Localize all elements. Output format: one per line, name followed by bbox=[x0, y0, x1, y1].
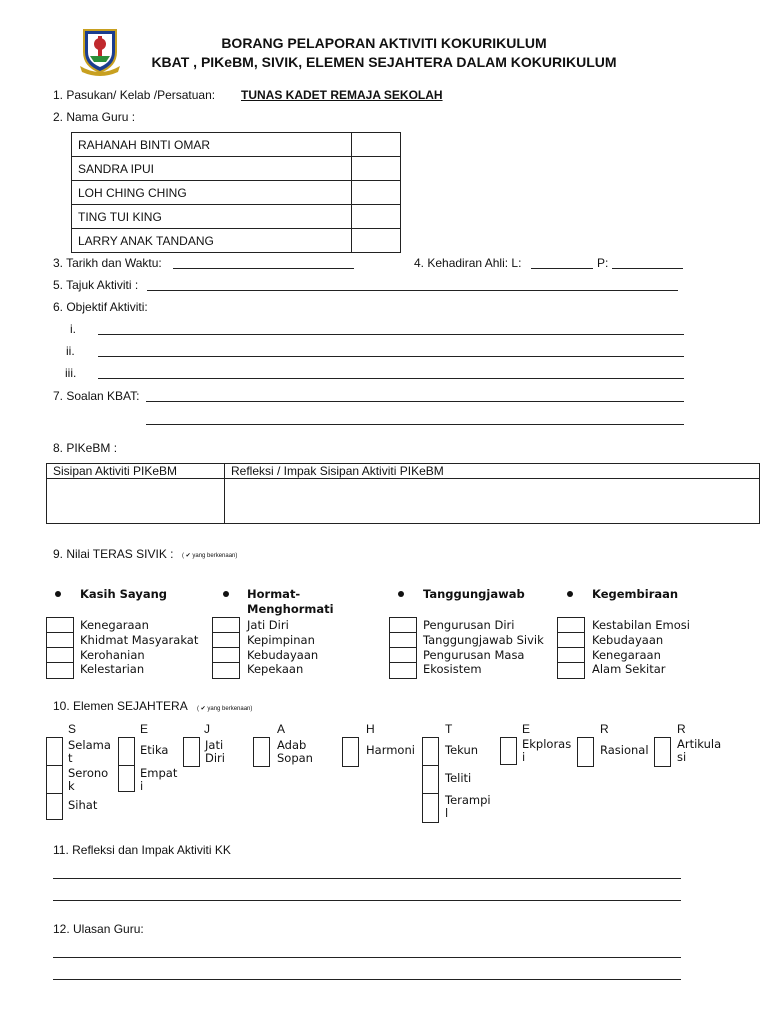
form-title-line2: KBAT , PIKeBM, SIVIK, ELEMEN SEJAHTERA DALAM KOKURIKULUM bbox=[151, 54, 617, 70]
sejahtera-letter: H bbox=[366, 722, 375, 736]
sejahtera-checkbox[interactable] bbox=[422, 765, 439, 795]
kbat-question-field[interactable] bbox=[146, 424, 684, 425]
q6-label: 6. Objektif Aktiviti: bbox=[53, 300, 148, 314]
sejahtera-checkbox[interactable] bbox=[500, 737, 517, 765]
teacher-name: LARRY ANAK TANDANG bbox=[72, 229, 352, 253]
bullet-icon bbox=[223, 591, 229, 597]
kbat-question-field[interactable] bbox=[146, 401, 684, 402]
sejahtera-checkbox[interactable] bbox=[422, 793, 439, 823]
sejahtera-item: Serono bbox=[68, 766, 109, 780]
sivik-checkbox[interactable] bbox=[46, 662, 74, 679]
date-time-field[interactable] bbox=[173, 268, 354, 269]
sejahtera-checkbox[interactable] bbox=[422, 737, 439, 767]
sejahtera-letter: E bbox=[522, 722, 531, 736]
pikebm-header-row bbox=[47, 464, 760, 479]
sivik-checkbox[interactable] bbox=[389, 662, 417, 679]
sivik-item: Ekosistem bbox=[423, 662, 482, 676]
teacher-sign-cell[interactable] bbox=[352, 229, 401, 253]
sivik-checkbox[interactable] bbox=[557, 662, 585, 679]
sejahtera-checkbox[interactable] bbox=[342, 737, 359, 767]
sivik-group-title: Tanggungjawab bbox=[423, 587, 525, 601]
sejahtera-item: Terampi bbox=[445, 793, 491, 807]
q10-note: ( ✔ yang berkenaan) bbox=[197, 706, 253, 712]
sejahtera-letter: R bbox=[677, 722, 686, 736]
pikebm-table bbox=[46, 463, 760, 524]
teacher-name: LOH CHING CHING bbox=[72, 181, 352, 205]
sejahtera-item: i bbox=[522, 750, 526, 764]
q7-label: 7. Soalan KBAT: bbox=[53, 389, 140, 403]
q3-label: 3. Tarikh dan Waktu: bbox=[53, 256, 162, 270]
q4-label: 4. Kehadiran Ahli: L: bbox=[414, 256, 522, 270]
sejahtera-item: t bbox=[68, 751, 73, 765]
teacher-sign-cell[interactable] bbox=[352, 157, 401, 181]
sejahtera-item: Empat bbox=[140, 766, 178, 780]
sivik-item: Alam Sekitar bbox=[592, 662, 666, 676]
sejahtera-item: Jati bbox=[205, 738, 224, 752]
teacher-row bbox=[72, 133, 401, 157]
sivik-item: Kenegaraan bbox=[592, 648, 661, 662]
sejahtera-item: Diri bbox=[205, 751, 225, 765]
teacher-row bbox=[72, 229, 401, 253]
q9-note: ( ✔ yang berkenaan) bbox=[182, 553, 238, 559]
sivik-item: Kelestarian bbox=[80, 662, 145, 676]
activity-title-field[interactable] bbox=[147, 290, 678, 291]
objective-num: ii. bbox=[66, 344, 75, 358]
q1-label: 1. Pasukan/ Kelab /Persatuan: bbox=[53, 88, 216, 102]
sejahtera-item: Tekun bbox=[445, 743, 479, 757]
attendance-l-field[interactable] bbox=[531, 268, 593, 269]
sejahtera-checkbox[interactable] bbox=[654, 737, 671, 767]
bullet-icon bbox=[567, 591, 573, 597]
bullet-icon bbox=[398, 591, 404, 597]
teacher-sign-cell[interactable] bbox=[352, 133, 401, 157]
pikebm-col2-header: Refleksi / Impak Sisipan Aktiviti PIKeBM bbox=[225, 464, 760, 479]
sejahtera-item: Harmoni bbox=[366, 743, 415, 757]
q9-label: 9. Nilai TERAS SIVIK : bbox=[53, 547, 174, 561]
sejahtera-item: k bbox=[68, 779, 75, 793]
sejahtera-checkbox[interactable] bbox=[183, 737, 200, 767]
teacher-name: SANDRA IPUI bbox=[72, 157, 352, 181]
sivik-item: Pengurusan Masa bbox=[423, 648, 525, 662]
sivik-group-title: Kasih Sayang bbox=[80, 587, 168, 601]
teacher-sign-cell[interactable] bbox=[352, 205, 401, 229]
sejahtera-item: Adab bbox=[277, 738, 307, 752]
sejahtera-checkbox[interactable] bbox=[253, 737, 270, 767]
sivik-group-title: Kegembiraan bbox=[592, 587, 679, 601]
sivik-item: Kestabilan Emosi bbox=[592, 618, 690, 632]
q12-label: 12. Ulasan Guru: bbox=[53, 922, 144, 936]
objective-field[interactable] bbox=[98, 356, 684, 357]
sejahtera-item: Teliti bbox=[445, 771, 472, 785]
bullet-icon bbox=[55, 591, 61, 597]
objective-field[interactable] bbox=[98, 378, 684, 379]
q8-label: 8. PIKeBM : bbox=[53, 441, 118, 455]
pikebm-insertion-cell[interactable] bbox=[47, 479, 225, 524]
pikebm-reflection-cell[interactable] bbox=[225, 479, 760, 524]
form-title-line1: BORANG PELAPORAN AKTIVITI KOKURIKULUM bbox=[221, 35, 547, 51]
sejahtera-letter: E bbox=[140, 722, 149, 736]
teacher-sign-cell[interactable] bbox=[352, 181, 401, 205]
sejahtera-letter: A bbox=[277, 722, 286, 736]
sejahtera-checkbox[interactable] bbox=[46, 737, 63, 767]
sivik-item: Kerohanian bbox=[80, 648, 145, 662]
q4-p-label: P: bbox=[597, 256, 609, 270]
teacher-row bbox=[72, 157, 401, 181]
teacher-row bbox=[72, 181, 401, 205]
sejahtera-item: i bbox=[140, 779, 144, 793]
sivik-item: Kepekaan bbox=[247, 662, 304, 676]
objective-num: iii. bbox=[65, 366, 77, 380]
q5-label: 5. Tajuk Aktiviti : bbox=[53, 278, 139, 292]
attendance-p-field[interactable] bbox=[612, 268, 683, 269]
sejahtera-letter: S bbox=[68, 722, 77, 736]
sivik-item: Khidmat Masyarakat bbox=[80, 633, 199, 647]
teacher-row bbox=[72, 205, 401, 229]
teacher-name: RAHANAH BINTI OMAR bbox=[72, 133, 352, 157]
teacher-comment-field[interactable] bbox=[53, 979, 681, 980]
sivik-item: Kebudayaan bbox=[247, 648, 319, 662]
sivik-item: Pengurusan Diri bbox=[423, 618, 515, 632]
pikebm-col1-header: Sisipan Aktiviti PIKeBM bbox=[47, 464, 225, 479]
sejahtera-letter: T bbox=[445, 722, 453, 736]
q11-label: 11. Refleksi dan Impak Aktiviti KK bbox=[53, 843, 231, 857]
sivik-item: Kenegaraan bbox=[80, 618, 149, 632]
objective-field[interactable] bbox=[98, 334, 684, 335]
reflection-field[interactable] bbox=[53, 900, 681, 901]
sejahtera-item: l bbox=[445, 806, 449, 820]
q1-value: TUNAS KADET REMAJA SEKOLAH bbox=[241, 88, 443, 102]
q2-label: 2. Nama Guru : bbox=[53, 110, 136, 124]
sivik-item: Kepimpinan bbox=[247, 633, 315, 647]
pikebm-entry-row bbox=[47, 479, 760, 524]
objective-num: i. bbox=[70, 322, 76, 336]
sivik-checkbox[interactable] bbox=[212, 662, 240, 679]
sejahtera-item: Ekploras bbox=[522, 737, 572, 751]
sejahtera-item: Rasional bbox=[600, 743, 649, 757]
sivik-item: Tanggungjawab Sivik bbox=[423, 633, 544, 647]
sejahtera-checkbox[interactable] bbox=[46, 765, 63, 795]
teacher-comment-field[interactable] bbox=[53, 957, 681, 958]
sejahtera-checkbox[interactable] bbox=[118, 737, 135, 767]
sejahtera-letter: R bbox=[600, 722, 609, 736]
sejahtera-item: Etika bbox=[140, 743, 169, 757]
sivik-group-title: Hormat- bbox=[247, 587, 301, 601]
sejahtera-letter: J bbox=[204, 722, 210, 736]
sivik-item: Jati Diri bbox=[247, 618, 289, 632]
q10-label: 10. Elemen SEJAHTERA bbox=[53, 699, 188, 713]
sejahtera-checkbox[interactable] bbox=[577, 737, 594, 767]
sivik-item: Kebudayaan bbox=[592, 633, 664, 647]
sejahtera-item: si bbox=[677, 750, 687, 764]
teacher-name: TING TUI KING bbox=[72, 205, 352, 229]
teacher-table bbox=[71, 132, 401, 253]
sejahtera-item: Sihat bbox=[68, 798, 98, 812]
sivik-group-title-cont: Menghormati bbox=[247, 602, 334, 616]
sejahtera-item: Selama bbox=[68, 738, 111, 752]
sejahtera-checkbox[interactable] bbox=[118, 765, 135, 792]
sejahtera-item: Artikula bbox=[677, 737, 722, 751]
sejahtera-item: Sopan bbox=[277, 751, 313, 765]
reflection-field[interactable] bbox=[53, 878, 681, 879]
sejahtera-checkbox[interactable] bbox=[46, 793, 63, 820]
